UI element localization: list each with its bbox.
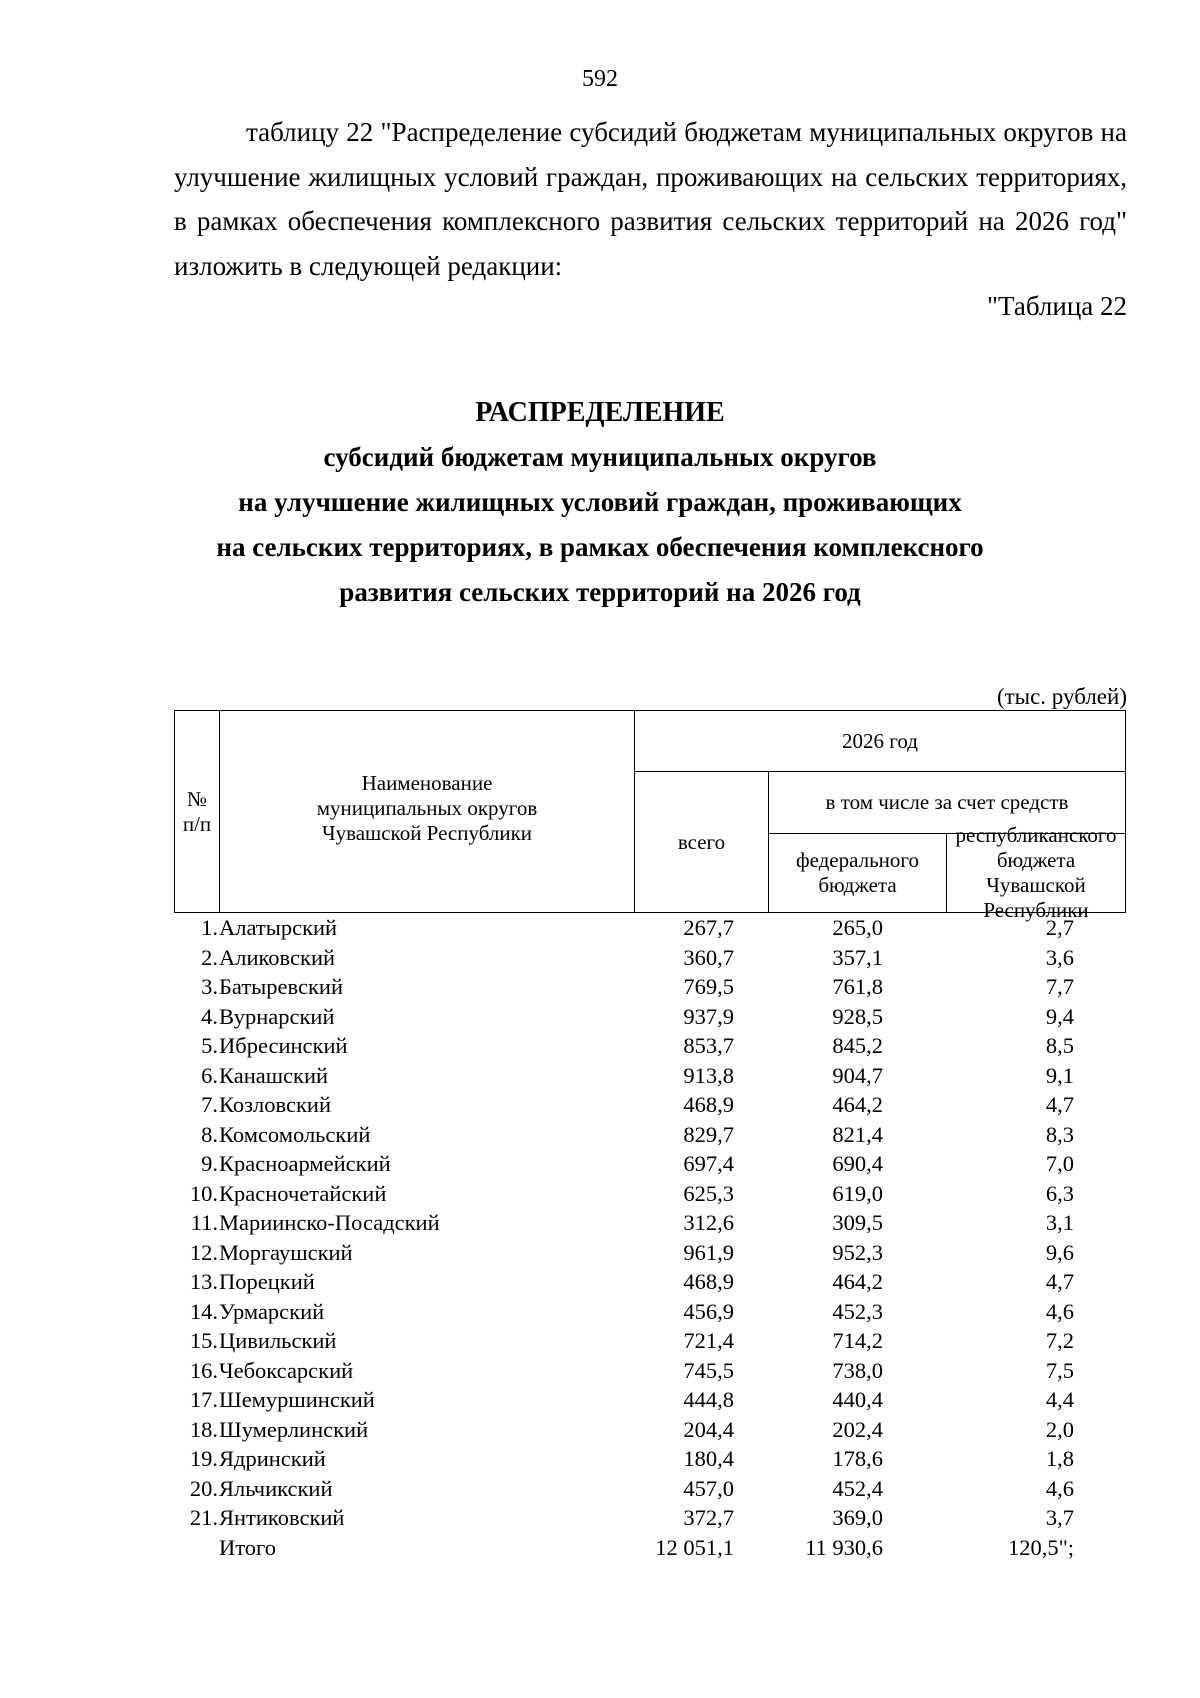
header-name bbox=[219, 710, 635, 913]
table-row bbox=[174, 943, 1126, 973]
row-total: 267,7 bbox=[683, 915, 734, 940]
header-including: в том числе за счет средств bbox=[768, 771, 1126, 834]
row-name: Алатырский bbox=[219, 915, 338, 940]
row-federal: 265,0 bbox=[832, 915, 883, 940]
row-total: 372,7 bbox=[683, 1505, 734, 1530]
row-federal: 369,0 bbox=[832, 1505, 883, 1530]
row-num: 18. bbox=[189, 1416, 218, 1442]
heading-line: на сельских территориях, в рамках обеспечения комплексного bbox=[216, 532, 984, 562]
row-name: Канашский bbox=[219, 1062, 329, 1088]
row-federal: 761,8 bbox=[832, 974, 883, 999]
row-num: 17. bbox=[189, 1387, 218, 1412]
table-row bbox=[174, 1326, 1126, 1356]
row-republic: 9,1 bbox=[1045, 1062, 1074, 1088]
row-num: 11. bbox=[190, 1210, 218, 1235]
row-name: Красноармейский bbox=[219, 1151, 391, 1176]
units-label: (тыс. рублей) bbox=[996, 684, 1127, 709]
row-num: 21. bbox=[189, 1505, 218, 1530]
table-row bbox=[174, 1179, 1126, 1209]
row-federal: 452,3 bbox=[832, 1298, 883, 1324]
row-federal: 11 930,6 bbox=[805, 1534, 883, 1560]
table-row bbox=[174, 1061, 1126, 1091]
row-federal: 928,5 bbox=[832, 1003, 883, 1029]
row-name: Шемуршинский bbox=[219, 1387, 375, 1412]
table-row bbox=[174, 1090, 1126, 1120]
heading-title: РАСПРЕДЕЛЕНИЕ bbox=[475, 397, 725, 428]
row-num: 3. bbox=[201, 974, 218, 999]
row-federal: 464,2 bbox=[832, 1269, 883, 1294]
row-republic: 2,0 bbox=[1045, 1416, 1074, 1442]
row-num: 12. bbox=[189, 1239, 218, 1265]
row-total: 12 051,1 bbox=[655, 1534, 734, 1560]
row-name: Ядринский bbox=[219, 1446, 326, 1471]
table-row bbox=[174, 1208, 1126, 1238]
row-republic: 9,4 bbox=[1045, 1003, 1074, 1029]
table-row bbox=[174, 972, 1126, 1002]
row-num: 4. bbox=[201, 1003, 218, 1029]
row-total: 829,7 bbox=[683, 1121, 734, 1147]
row-total: 312,6 bbox=[683, 1210, 734, 1235]
row-federal: 821,4 bbox=[832, 1121, 883, 1147]
row-name: Итого bbox=[219, 1534, 276, 1560]
row-total: 444,8 bbox=[683, 1387, 734, 1412]
table-row bbox=[174, 1415, 1126, 1445]
row-num: 7. bbox=[201, 1092, 218, 1117]
table-row bbox=[174, 1002, 1126, 1032]
table-row bbox=[174, 1031, 1126, 1061]
row-total: 180,4 bbox=[683, 1446, 734, 1471]
table-row bbox=[174, 1474, 1126, 1504]
header-name-label: Наименование муниципальных округов Чувашской Республики bbox=[316, 771, 538, 845]
row-republic: 7,0 bbox=[1045, 1151, 1074, 1176]
row-republic: 7,5 bbox=[1045, 1357, 1074, 1383]
intro-paragraph: таблицу 22 "Распределение субсидий бюджетам муниципальных округов на улучшение жилищных условий граждан, проживающих на сельских территориях, в рамках обеспечения комплексного развития сельских территорий на 2026 год" изложить в следующей редакции: bbox=[174, 117, 1127, 281]
row-republic: 6,3 bbox=[1045, 1180, 1074, 1206]
row-name: Яльчикский bbox=[219, 1475, 333, 1501]
row-total: 204,4 bbox=[683, 1416, 734, 1442]
row-total: 853,7 bbox=[683, 1033, 734, 1058]
row-federal: 357,1 bbox=[832, 944, 883, 970]
row-total: 937,9 bbox=[683, 1003, 734, 1029]
header-federal-label: федерального бюджета bbox=[795, 848, 920, 897]
row-name: Шумерлинский bbox=[219, 1416, 369, 1442]
row-num: 13. bbox=[189, 1269, 218, 1294]
row-republic: 3,7 bbox=[1045, 1505, 1074, 1530]
heading-line: развития сельских территорий на 2026 год bbox=[339, 577, 861, 607]
row-total: 913,8 bbox=[683, 1062, 734, 1088]
document-heading bbox=[0, 390, 1200, 615]
row-federal: 178,6 bbox=[832, 1446, 883, 1471]
row-total: 745,5 bbox=[683, 1357, 734, 1383]
row-republic: 8,5 bbox=[1045, 1033, 1074, 1058]
row-name: Моргаушский bbox=[219, 1239, 353, 1265]
row-num: 9. bbox=[201, 1151, 218, 1176]
row-total: 456,9 bbox=[683, 1298, 734, 1324]
row-total: 625,3 bbox=[683, 1180, 734, 1206]
row-republic: 7,7 bbox=[1045, 974, 1074, 999]
table-total-row bbox=[174, 1533, 1126, 1563]
row-republic: 3,6 bbox=[1045, 944, 1074, 970]
table-row bbox=[174, 1267, 1126, 1297]
row-name: Цивильский bbox=[219, 1328, 337, 1353]
row-name: Мариинско-Посадский bbox=[219, 1210, 440, 1235]
heading-line: субсидий бюджетам муниципальных округов bbox=[323, 442, 877, 472]
table-reference: "Таблица 22 bbox=[987, 291, 1127, 321]
row-total: 468,9 bbox=[683, 1092, 734, 1117]
row-total: 769,5 bbox=[683, 974, 734, 999]
row-federal: 690,4 bbox=[832, 1151, 883, 1176]
row-republic: 3,1 bbox=[1045, 1210, 1074, 1235]
row-total: 697,4 bbox=[683, 1151, 734, 1176]
row-total: 457,0 bbox=[683, 1475, 734, 1501]
table-header bbox=[174, 710, 1126, 922]
row-name: Козловский bbox=[219, 1092, 331, 1117]
row-num: 1. bbox=[201, 915, 218, 940]
table-body bbox=[174, 913, 1126, 1562]
row-num: 10. bbox=[189, 1180, 218, 1206]
row-republic: 4,6 bbox=[1045, 1475, 1074, 1501]
row-name: Батыревский bbox=[219, 974, 344, 999]
table-row bbox=[174, 1356, 1126, 1386]
row-federal: 309,5 bbox=[832, 1210, 883, 1235]
heading-line: на улучшение жилищных условий граждан, проживающих bbox=[238, 487, 962, 517]
row-republic: 4,6 bbox=[1045, 1298, 1074, 1324]
row-republic: 4,7 bbox=[1045, 1092, 1074, 1117]
row-total: 360,7 bbox=[683, 944, 734, 970]
row-federal: 714,2 bbox=[832, 1328, 883, 1353]
row-name: Чебоксарский bbox=[219, 1357, 354, 1383]
row-republic: 4,4 bbox=[1045, 1387, 1074, 1412]
header-num bbox=[174, 710, 220, 913]
row-federal: 440,4 bbox=[832, 1387, 883, 1412]
row-name: Урмарский bbox=[219, 1298, 325, 1324]
header-total: всего bbox=[634, 771, 769, 913]
row-republic: 120,5"; bbox=[1007, 1534, 1074, 1560]
header-year: 2026 год bbox=[634, 710, 1126, 772]
header-num-label: № п/п bbox=[182, 786, 212, 836]
row-republic: 4,7 bbox=[1045, 1269, 1074, 1294]
row-num: 8. bbox=[201, 1121, 218, 1147]
row-num: 20. bbox=[189, 1475, 218, 1501]
row-republic: 8,3 bbox=[1045, 1121, 1074, 1147]
row-name: Комсомольский bbox=[219, 1121, 371, 1147]
row-num: 6. bbox=[201, 1062, 218, 1088]
row-republic: 1,8 bbox=[1045, 1446, 1074, 1471]
row-num: 14. bbox=[189, 1298, 218, 1324]
header-federal bbox=[768, 833, 947, 913]
row-num: 19. bbox=[189, 1446, 218, 1471]
row-federal: 452,4 bbox=[832, 1475, 883, 1501]
row-federal: 952,3 bbox=[832, 1239, 883, 1265]
row-total: 468,9 bbox=[683, 1269, 734, 1294]
row-federal: 464,2 bbox=[832, 1092, 883, 1117]
row-num: 15. bbox=[189, 1328, 218, 1353]
row-republic: 2,7 bbox=[1045, 915, 1074, 940]
row-total: 721,4 bbox=[683, 1328, 734, 1353]
header-republic-label: республиканского бюджета Чувашской Республики bbox=[955, 823, 1117, 922]
row-republic: 7,2 bbox=[1045, 1328, 1074, 1353]
row-total: 961,9 bbox=[683, 1239, 734, 1265]
page-number: 592 bbox=[582, 66, 618, 92]
row-federal: 904,7 bbox=[832, 1062, 883, 1088]
row-name: Ибресинский bbox=[219, 1033, 348, 1058]
row-name: Порецкий bbox=[219, 1269, 315, 1294]
row-name: Красночетайский bbox=[219, 1180, 387, 1206]
table-row bbox=[174, 1503, 1126, 1533]
table-row bbox=[174, 1385, 1126, 1415]
row-republic: 9,6 bbox=[1045, 1239, 1074, 1265]
table-row bbox=[174, 1238, 1126, 1268]
row-federal: 738,0 bbox=[832, 1357, 883, 1383]
table-row bbox=[174, 1444, 1126, 1474]
row-name: Вурнарский bbox=[219, 1003, 335, 1029]
row-federal: 619,0 bbox=[832, 1180, 883, 1206]
table-row bbox=[174, 1149, 1126, 1179]
table-row bbox=[174, 913, 1126, 943]
row-num: 16. bbox=[189, 1357, 218, 1383]
row-federal: 202,4 bbox=[832, 1416, 883, 1442]
row-name: Янтиковский bbox=[219, 1505, 345, 1530]
row-name: Аликовский bbox=[219, 944, 336, 970]
table-row bbox=[174, 1297, 1126, 1327]
header-republic bbox=[946, 823, 1126, 922]
row-num: 5. bbox=[201, 1033, 218, 1058]
row-federal: 845,2 bbox=[832, 1033, 883, 1058]
table-row bbox=[174, 1120, 1126, 1150]
row-num: 2. bbox=[201, 944, 218, 970]
